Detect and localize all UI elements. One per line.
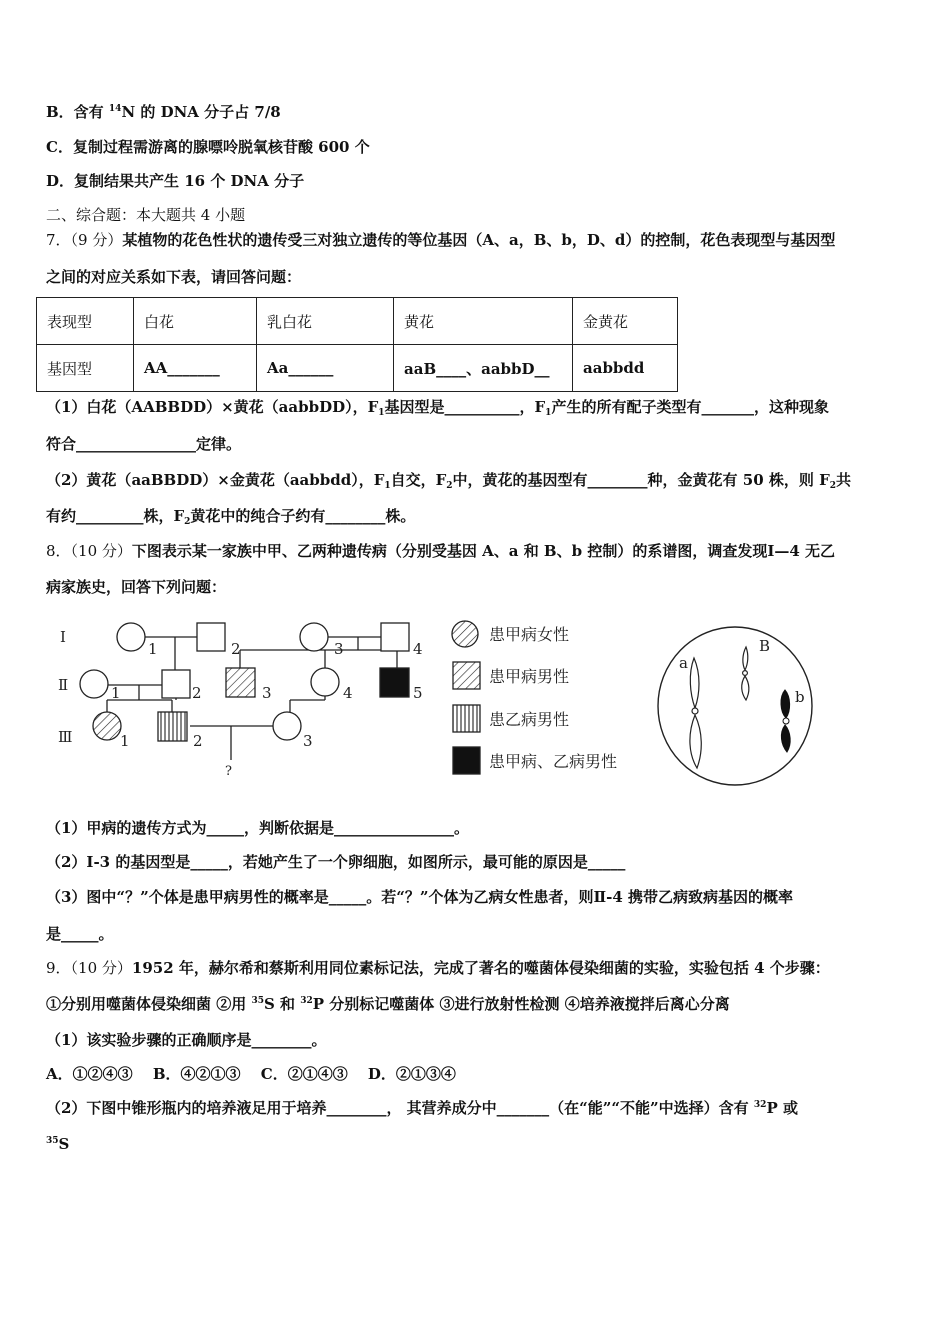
chromosome-label: b — [795, 688, 805, 706]
option-b: B．含有 $^{14}$N 的 DNA 分子占 7/8 — [46, 103, 281, 121]
q9-steps: ①分别用噬菌体侵染细菌 ②用 $^{35}$S 和 $^{32}$P 分别标记噬菌体 ③进行放射性检测 ④培养液搅拌后离心分离 — [46, 995, 730, 1013]
legend-disease-b-male-icon — [453, 705, 480, 732]
pedigree-figure — [0, 610, 950, 800]
pedigree-num: 2 — [193, 732, 203, 750]
q8-line2: 病家族史，回答下列问题： — [46, 578, 227, 596]
pedigree-num: 1 — [148, 640, 158, 658]
table-header: 黄花 — [394, 298, 573, 345]
q9-s2-line2: $^{35}$S — [46, 1135, 70, 1153]
pedigree-num: 1 — [120, 732, 130, 750]
unknown-child-mark: ? — [225, 764, 232, 779]
chromosome-label: a — [679, 654, 688, 672]
q8-s2: （2）Ⅰ-3 的基因型是_____，若她产生了一个卵细胞，如图所示，最可能的原因是_____ — [46, 853, 626, 871]
pedigree-num: 2 — [231, 640, 241, 658]
q9-s2-line1: （2）下图中锥形瓶内的培养液足用于培养________， 其营养成分中_______（在“能”“不能”中选择）含有 $^{32}$P 或 — [46, 1099, 798, 1117]
egg-cell-diagram — [658, 627, 812, 785]
q8-s3-line2: 是_____。 — [46, 925, 114, 943]
pedigree-num: 5 — [413, 684, 423, 702]
table-header: 金黄花 — [573, 298, 678, 345]
q9-line1: 9．（10 分）1952 年，赫尔希和蔡斯利用同位素标记法，完成了著名的噬菌体侵染细菌的实验，实验包括 4 个步骤： — [46, 959, 830, 977]
pedigree-II2 — [162, 670, 190, 698]
legend-affected-male-icon — [453, 662, 480, 689]
table-header: 乳白花 — [257, 298, 394, 345]
pedigree-I4 — [381, 623, 409, 651]
q8-line1: 8．（10 分）下图表示某一家族中甲、乙两种遗传病（分别受基因 A、a 和 B、b 控制）的系谱图，调查发现Ⅰ—4 无乙 — [46, 542, 835, 560]
pedigree-num: 3 — [262, 684, 272, 702]
pedigree-I3 — [300, 623, 328, 651]
q7-line1: 7．（9 分）某植物的花色性状的遗传受三对独立遗传的等位基因（A、a，B、b，D、d）的控制，花色表现型与基因型 — [46, 231, 836, 249]
pedigree-III1 — [93, 712, 121, 740]
table-header: 白花 — [134, 298, 257, 345]
section-heading: 二、综合题：本大题共 4 小题 — [46, 206, 246, 224]
q7-p2-line1: （2）黄花（aaBBDD）×金黄花（aabbdd），$F_1$自交，$F_2$中，黄花的基因型有________种，金黄花有 50 株，则 $F_2$共 — [46, 471, 852, 491]
legend-label: 患乙病男性 — [489, 710, 570, 729]
table-row — [37, 345, 678, 392]
table-cell: aabbdd — [573, 345, 678, 392]
q7-line2: 之间的对应关系如下表，请回答问题： — [46, 268, 302, 286]
pedigree-num: 4 — [343, 684, 353, 702]
table-cell: aaB____、aabbD__ — [394, 345, 573, 392]
pedigree-num: 1 — [111, 684, 121, 702]
pedigree-I1 — [117, 623, 145, 651]
q7-p1-line2: 符合________________定律。 — [46, 435, 242, 453]
pedigree-num: 3 — [334, 640, 344, 658]
pedigree-II4 — [311, 668, 339, 696]
chromosome-label: B — [759, 637, 771, 655]
legend-label: 患甲病女性 — [489, 625, 570, 644]
q7-p1-line1: （1）白花（AABBDD）×黄花（aabbDD），$F_1$基因型是__________，$F_1$产生的所有配子类型有_______，这种现象 — [46, 398, 829, 418]
table-cell: AA_______ — [134, 345, 257, 392]
q7-p2-line2: 有约_________株，$F_2$黄花中的纯合子约有________株。 — [46, 507, 416, 527]
gen-label: Ⅰ — [60, 628, 66, 646]
genotype-table — [36, 297, 678, 392]
q9-options: A．①②④③ B．④②①③ C．②①④③ D．②①③④ — [46, 1065, 456, 1083]
table-header: 表现型 — [37, 298, 134, 345]
option-d: D．复制结果共产生 16 个 DNA 分子 — [46, 172, 305, 190]
pedigree-I2 — [197, 623, 225, 651]
pedigree-II3 — [226, 668, 255, 697]
legend-label: 患甲病、乙病男性 — [489, 752, 618, 771]
pedigree-II1 — [80, 670, 108, 698]
gen-label: Ⅱ — [58, 676, 69, 694]
option-c: C．复制过程需游离的腺嘌呤脱氧核苷酸 600 个 — [46, 138, 370, 156]
legend-label: 患甲病男性 — [489, 667, 570, 686]
q9-s1: （1）该实验步骤的正确顺序是________。 — [46, 1031, 327, 1049]
pedigree-num: 3 — [303, 732, 313, 750]
pedigree-II5 — [380, 668, 409, 697]
pedigree-III3 — [273, 712, 301, 740]
q8-s3-line1: （3）图中“？”个体是患甲病男性的概率是_____。若“？”个体为乙病女性患者，则Ⅱ-4 携带乙病致病基因的概率 — [46, 888, 793, 906]
pedigree-III2 — [158, 712, 187, 741]
table-cell: 基因型 — [37, 345, 134, 392]
legend-both-diseases-male-icon — [453, 747, 480, 774]
gen-label: Ⅲ — [58, 728, 73, 746]
q8-s1: （1）甲病的遗传方式为_____，判断依据是________________。 — [46, 819, 469, 837]
pedigree-num: 4 — [413, 640, 423, 658]
pedigree-num: 2 — [192, 684, 202, 702]
legend-affected-female-icon — [452, 621, 478, 647]
table-row — [37, 298, 678, 345]
table-cell: Aa______ — [257, 345, 394, 392]
